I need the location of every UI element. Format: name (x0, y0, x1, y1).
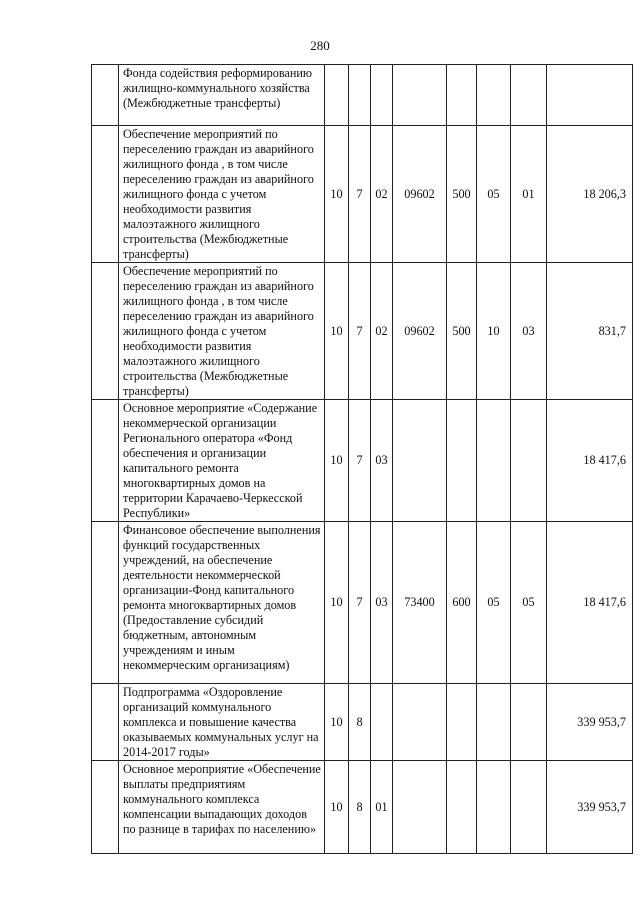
code-cell (393, 65, 447, 126)
code-cell (477, 400, 511, 522)
code-cell: 8 (349, 684, 371, 761)
code-cell: 10 (325, 522, 349, 684)
amount-cell: 18 417,6 (547, 522, 633, 684)
code-cell: 10 (325, 126, 349, 263)
code-cell: 7 (349, 263, 371, 400)
table-row (92, 126, 633, 263)
code-cell: 05 (477, 126, 511, 263)
amount-cell: 339 953,7 (547, 684, 633, 761)
code-cell: 7 (349, 126, 371, 263)
code-cell: 10 (325, 684, 349, 761)
row-name: Фонда содействия реформированию жилищно-коммунального хозяйства (Межбюджетные трансферты) (119, 65, 325, 126)
row-name: Обеспечение мероприятий по переселению граждан из аварийного жилищного фонда , в том числе переселению граждан из аварийного жилищного фонда с учетом необходимости развития малоэтажного жилищного строительства (Межбюджетные трансферты) (119, 263, 325, 400)
code-cell: 10 (325, 263, 349, 400)
budget-table (91, 64, 633, 854)
code-cell (511, 684, 547, 761)
table-row (92, 761, 633, 854)
code-cell (393, 400, 447, 522)
table-row (92, 263, 633, 400)
page-number: 280 (310, 38, 330, 53)
code-cell: 02 (371, 126, 393, 263)
code-cell: 500 (447, 263, 477, 400)
table-row (92, 684, 633, 761)
empty-cell (92, 126, 119, 263)
amount-cell: 18 417,6 (547, 400, 633, 522)
empty-cell (92, 65, 119, 126)
code-cell (393, 761, 447, 854)
amount-cell (547, 65, 633, 126)
row-name: Финансовое обеспечение выполнения функций государственных учреждений, на обеспечение деятельности некоммерческой организации-Фонд капитального ремонта многоквартирных домов (Предоставление субсидий бюджетным, автономным учреждениям и иным некоммерческим организациям) (119, 522, 325, 684)
row-name: Основное мероприятие «Обеспечение выплаты предприятиям коммунального комплекса компенсации выпадающих доходов по разнице в тарифах по населению» (119, 761, 325, 854)
code-cell (371, 684, 393, 761)
code-cell (393, 684, 447, 761)
table-row (92, 522, 633, 684)
code-cell: 09602 (393, 263, 447, 400)
code-cell: 09602 (393, 126, 447, 263)
code-cell (477, 761, 511, 854)
code-cell (447, 761, 477, 854)
code-cell: 7 (349, 522, 371, 684)
empty-cell (92, 761, 119, 854)
empty-cell (92, 684, 119, 761)
code-cell: 05 (477, 522, 511, 684)
table-row (92, 400, 633, 522)
code-cell (477, 684, 511, 761)
empty-cell (92, 400, 119, 522)
row-name: Обеспечение мероприятий по переселению граждан из аварийного жилищного фонда , в том числе переселению граждан из аварийного жилищного фонда с учетом необходимости развития малоэтажного жилищного строительства (Межбюджетные трансферты) (119, 126, 325, 263)
code-cell (511, 761, 547, 854)
empty-cell (92, 522, 119, 684)
code-cell: 10 (325, 400, 349, 522)
code-cell: 500 (447, 126, 477, 263)
code-cell (447, 684, 477, 761)
code-cell (511, 400, 547, 522)
code-cell (371, 65, 393, 126)
code-cell: 8 (349, 761, 371, 854)
code-cell: 10 (477, 263, 511, 400)
code-cell: 03 (371, 522, 393, 684)
code-cell: 03 (511, 263, 547, 400)
code-cell: 02 (371, 263, 393, 400)
code-cell (447, 65, 477, 126)
code-cell (477, 65, 511, 126)
code-cell: 03 (371, 400, 393, 522)
row-name: Подпрограмма «Оздоровление организаций коммунального комплекса и повышение качества оказываемых коммунальных услуг на 2014-2017 годы» (119, 684, 325, 761)
row-name: Основное мероприятие «Содержание некоммерческой организации Регионального оператора «Фонд обеспечения и организации капитального ремонта многоквартирных домов на территории Карачаево-Черкесской Республики» (119, 400, 325, 522)
code-cell: 01 (371, 761, 393, 854)
code-cell (511, 65, 547, 126)
empty-cell (92, 263, 119, 400)
code-cell: 7 (349, 400, 371, 522)
code-cell (349, 65, 371, 126)
code-cell: 600 (447, 522, 477, 684)
code-cell: 73400 (393, 522, 447, 684)
table-row (92, 65, 633, 126)
code-cell (325, 65, 349, 126)
code-cell: 05 (511, 522, 547, 684)
amount-cell: 18 206,3 (547, 126, 633, 263)
amount-cell: 831,7 (547, 263, 633, 400)
code-cell (447, 400, 477, 522)
code-cell: 10 (325, 761, 349, 854)
amount-cell: 339 953,7 (547, 761, 633, 854)
code-cell: 01 (511, 126, 547, 263)
